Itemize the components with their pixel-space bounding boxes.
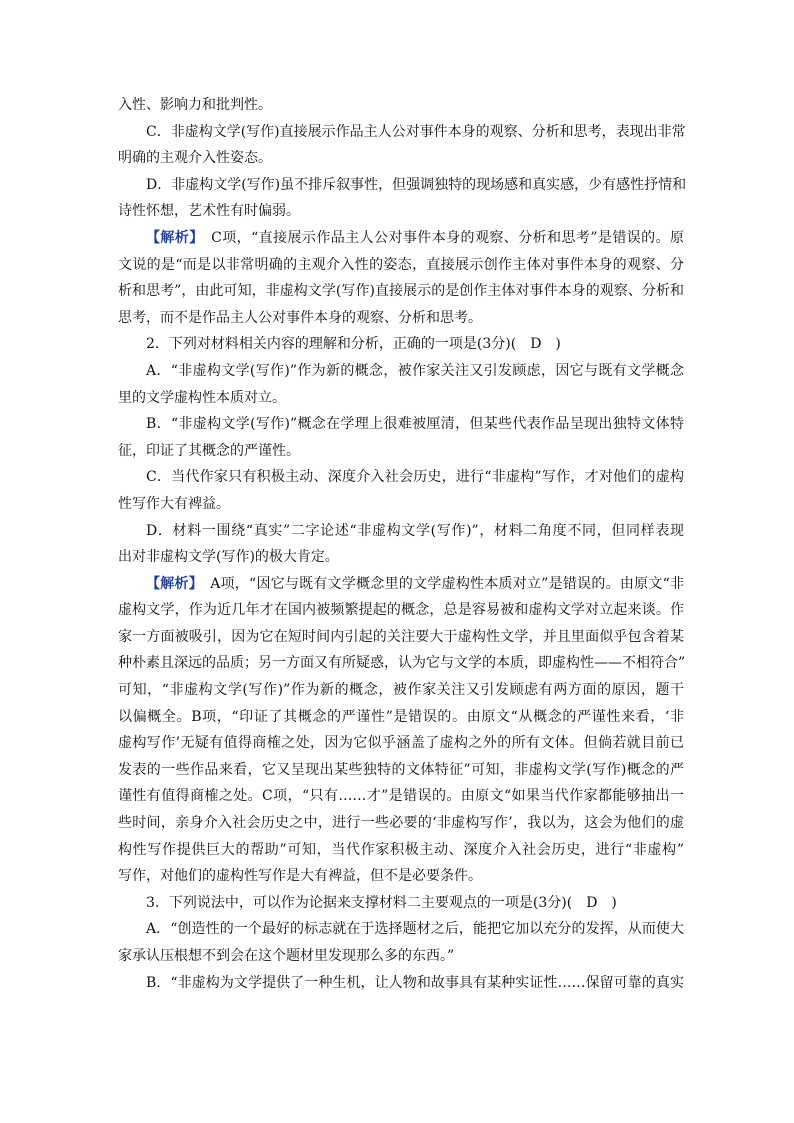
text-line [118,252,684,279]
line-text: 虚构写作’无疑有值得商榷之处，因为它似乎涵盖了虚构之外的所有文体。但倘若就目前已 [118,735,684,752]
line-text: 2．下列对材料相关内容的理解和分析，正确的一项是(3分)( D ) [146,336,561,353]
line-text: 构性写作提供巨大的帮助”可知，当代作家积极主动、深度介入社会历史，进行“非虚构” [118,841,684,858]
text-line [118,278,684,305]
text-line [118,650,684,677]
line-text: 谨性有值得商榷之处。C项，“只有……才”是错误的。由原文“如果当代作家都能够抽出一 [118,788,684,805]
text-line [118,571,684,598]
line-text: 写作，对他们的虚构性写作是大有裨益，但不是必要条件。 [118,868,482,885]
text-line [118,783,684,810]
line-text: 性写作大有裨益。 [118,495,230,512]
text-line [118,597,684,624]
line-text: A．“非虚构文学(写作)”作为新的概念，被作家关注又引发顾虑，因它与既有文学概念 [146,362,684,379]
line-text: 析和思考”，由此可知，非虚构文学(写作)直接展示的是创作主体对事件本身的观察、分析和 [118,283,684,300]
text-line [118,810,684,837]
line-text: D．材料一围绕“真实”二字论述“非虚构文学(写作)”，材料二角度不同，但同样表现 [146,522,684,539]
analysis-tag: 【解析】 [146,575,196,592]
text-line [118,890,684,917]
line-text: 些时间，亲身介入社会历史之中，进行一些必要的‘非虚构写作’，我以为，这会为他们的虚 [118,815,684,832]
text-line [118,518,684,545]
line-text: C．当代作家只有积极主动、深度介入社会历史，进行“非虚构”写作，才对他们的虚构 [146,469,684,486]
text-line [118,837,684,864]
line-text: 出对非虚构文学(写作)的极大肯定。 [118,549,339,566]
text-line [118,863,684,890]
text-line [118,92,684,119]
text-line [118,677,684,704]
line-text: C．非虚构文学(写作)直接展示作品主人公对事件本身的观察、分析和思考，表现出非常 [146,123,686,140]
line-text: 诗性怀想，艺术性有时偏弱。 [118,203,300,220]
line-text: 发表的一些作品来看，它又呈现出某些独特的文体特征”可知，非虚构文学(写作)概念的严 [118,761,684,778]
document-page [118,92,687,996]
analysis-tag: 【解析】 [146,229,197,246]
line-text: 家承认压根想不到会在这个题材里发现那么多的东西。” [118,948,455,964]
text-line [118,916,684,943]
text-line [118,172,687,199]
line-text: 以偏概全。B项，“印证了其概念的严谨性”是错误的。由原文“从概念的严谨性来看，‘非 [118,708,684,725]
text-line [118,491,684,518]
line-text: 征，印证了其概念的严谨性。 [118,442,300,459]
text-line [118,198,684,225]
text-line [118,145,684,172]
line-text: 家一方面被吸引，因为它在短时间内引起的关注要大于虚构性文学，并且里面似乎包含着某 [118,628,684,645]
line-text: 3．下列说法中，可以作为论据来支撑材料二主要观点的一项是(3分)( D ) [146,894,617,911]
text-line [118,358,684,385]
line-text: 入性、影响力和批判性。 [118,97,272,113]
text-line [118,411,684,438]
line-text: 里的文学虚构性本质对立。 [118,389,286,406]
text-line [118,119,684,146]
text-line [118,385,684,412]
line-text: 明确的主观介入性姿态。 [118,150,272,167]
line-text: 种朴素且深远的品质；另一方面又有所疑惑，认为它与文学的本质，即虚构性——不相符合” [118,655,686,672]
line-text: A．“创造性的一个最好的标志就在于选择题材之后，能把它加以充分的发挥，从而使大 [146,921,684,938]
text-line [118,305,684,332]
line-text: B．“非虚构为文学提供了一种生机，让人物和故事具有某种实证性……保留可靠的真实 [146,974,684,991]
text-line [118,704,684,731]
text-line [118,757,684,784]
text-line [118,225,684,252]
line-text: 可知，“非虚构文学(写作)”作为新的概念，被作家关注又引发顾虑有两方面的原因，题干 [118,682,684,699]
text-line [118,544,684,571]
line-text: 虚构文学，作为近几年才在国内被频繁提起的概念，总是容易被和虚构文学对立起来谈。作 [118,602,684,619]
text-line [118,730,684,757]
line-text: B．“非虚构文学(写作)”概念在学理上很难被厘清，但某些代表作品呈现出独特文体特 [146,416,684,433]
line-text: 文说的是“而是以非常明确的主观介入性的姿态，直接展示创作主体对事件本身的观察、分 [118,256,684,273]
line-text: D．非虚构文学(写作)虽不排斥叙事性，但强调独特的现场感和真实感，少有感性抒情和 [146,176,687,193]
text-line [118,331,684,358]
line-text: A项，“因它与既有文学概念里的文学虚构性本质对立”是错误的。由原文“非 [195,575,684,592]
text-line [118,624,684,651]
text-line [118,943,684,970]
line-text: 思考，而不是作品主人公对事件本身的观察、分析和思考。 [118,309,482,326]
text-line [118,464,684,491]
text-line [118,970,684,997]
text-line [118,438,684,465]
line-text: C项，“直接展示作品主人公对事件本身的观察、分析和思考”是错误的。原 [196,229,684,246]
